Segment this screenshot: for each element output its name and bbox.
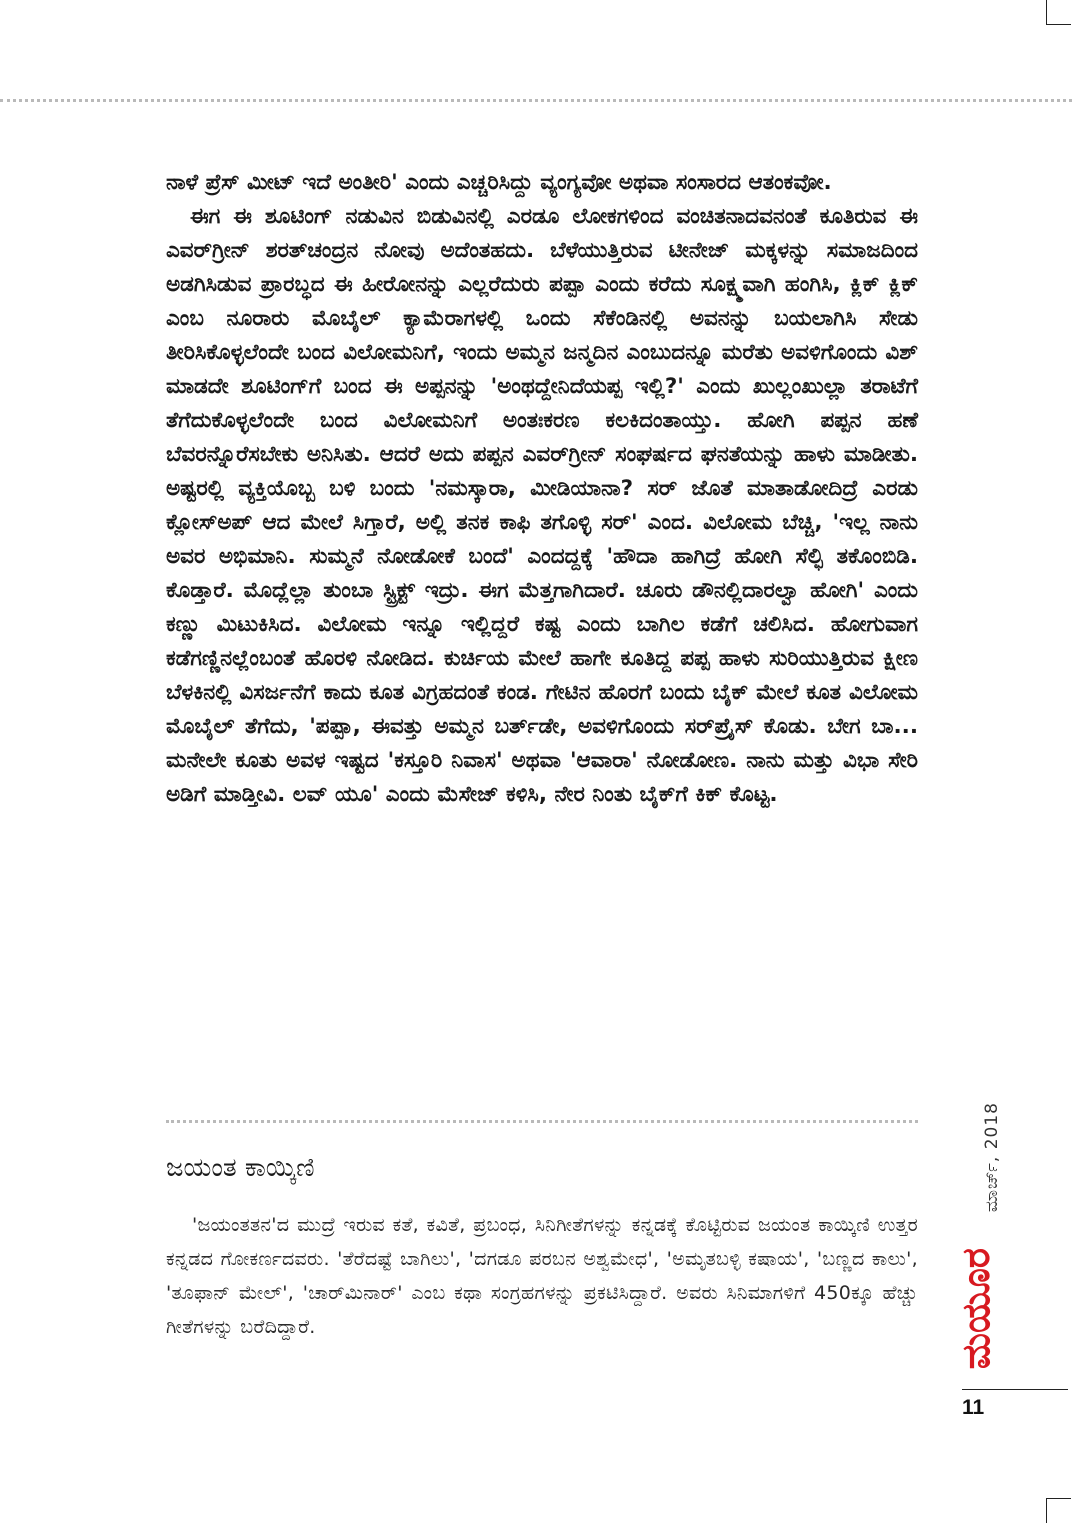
author-section-divider [166, 1120, 918, 1123]
story-body [166, 166, 918, 812]
author-name-heading: ಜಯಂತ ಕಾಯ್ಕಿಣಿ [166, 1153, 315, 1183]
crop-mark-top-right [1046, 0, 1071, 25]
top-dotted-divider [0, 99, 1072, 102]
magazine-sidebar [930, 1098, 1010, 1383]
magazine-logo: ಮಯೂರ [954, 1248, 998, 1370]
author-bio: 'ಜಯಂತತನ'ದ ಮುದ್ರೆ ಇರುವ ಕತೆ, ಕವಿತೆ, ಪ್ರಬಂಧ, ಸಿನಿಗೀತೆಗಳನ್ನು ಕನ್ನಡಕ್ಕೆ ಕೊಟ್ಟಿರುವ ಜಯಂತ ಕಾಯ್ಕಿಣಿ ಉತ್ತರ ಕನ್ನಡದ ಗೋಕರ್ಣದವರು. 'ತೆರೆದಷ್ಟೆ ಬಾಗಿಲು', 'ದಗಡೂ ಪರಬನ ಅಶ್ವಮೇಧ', 'ಅಮೃತಬಳ್ಳಿ ಕಷಾಯ', 'ಬಣ್ಣದ ಕಾಲು', 'ತೂಫಾನ್ ಮೇಲ್', 'ಚಾರ್‌ಮಿನಾರ್' ಎಂಬ ಕಥಾ ಸಂಗ್ರಹಗಳನ್ನು ಪ್ರಕಟಿಸಿದ್ದಾರೆ. ಅವರು ಸಿನಿಮಾಗಳಿಗೆ 450ಕ್ಕೂ ಹೆಚ್ಚು ಗೀತೆಗಳನ್ನು ಬರೆದಿದ್ದಾರೆ. [166, 1214, 918, 1338]
issue-date: ಮಾರ್ಚ್, 2018 [982, 1102, 1002, 1213]
page-number-rule [962, 1389, 1068, 1390]
page-number: 11 [962, 1396, 985, 1419]
crop-mark-bottom-right [1046, 1498, 1071, 1523]
story-paragraph: ಈಗ ಈ ಶೂಟಿಂಗ್ ನಡುವಿನ ಬಿಡುವಿನಲ್ಲಿ ಎರಡೂ ಲೋಕಗಳಿಂದ ವಂಚಿತನಾದವನಂತೆ ಕೂತಿರುವ ಈ ಎವರ್‌ಗ್ರೀನ್ ಶರತ್‌ಚಂದ್ರನ ನೋವು ಅದೆಂತಹದು. ಬೆಳೆಯುತ್ತಿರುವ ಟೀನೇಜ್ ಮಕ್ಕಳನ್ನು ಸಮಾಜದಿಂದ ಅಡಗಿಸಿಡುವ ಪ್ರಾರಬ್ಧದ ಈ ಹೀರೋನನ್ನು ಎಲ್ಲರೆದುರು ಪಪ್ಪಾ ಎಂದು ಕರೆದು ಸೂಕ್ಷ್ಮವಾಗಿ ಹಂಗಿಸಿ, ಕ್ಲಿಕ್ ಕ್ಲಿಕ್ ಎಂಬ ನೂರಾರು ಮೊಬೈಲ್ ಕ್ಯಾಮೆರಾಗಳಲ್ಲಿ ಒಂದು ಸೆಕೆಂಡಿನಲ್ಲಿ ಅವನನ್ನು ಬಯಲಾಗಿಸಿ ಸೇಡು ತೀರಿಸಿಕೊಳ್ಳಲೆಂದೇ ಬಂದ ವಿಲೋಮನಿಗೆ, ಇಂದು ಅಮ್ಮನ ಜನ್ಮದಿನ ಎಂಬುದನ್ನೂ ಮರೆತು ಅವಳಿಗೊಂದು ವಿಶ್ ಮಾಡದೇ ಶೂಟಿಂಗ್‌ಗೆ ಬಂದ ಈ ಅಪ್ಪನನ್ನು 'ಅಂಥದ್ದೇನಿದೆಯಪ್ಪ ಇಲ್ಲಿ?' ಎಂದು ಖುಲ್ಲಂಖುಲ್ಲಾ ತರಾಟೆಗೆ ತೆಗೆದುಕೊಳ್ಳಲೆಂದೇ ಬಂದ ವಿಲೋಮನಿಗೆ ಅಂತಃಕರಣ ಕಲಕಿದಂತಾಯ್ತು. ಹೋಗಿ ಪಪ್ಪನ ಹಣೆ ಬೆವರನ್ನೊರೆಸಬೇಕು ಅನಿಸಿತು. ಆದರೆ ಅದು ಪಪ್ಪನ ಎವರ್‌ಗ್ರೀನ್ ಸಂಘರ್ಷದ ಘನತೆಯನ್ನು ಹಾಳು ಮಾಡೀತು. ಅಷ್ಟರಲ್ಲಿ ವ್ಯಕ್ತಿಯೊಬ್ಬ ಬಳಿ ಬಂದು 'ನಮಸ್ಕಾರಾ, ಮೀಡಿಯಾನಾ? ಸರ್ ಜೊತೆ ಮಾತಾಡೋದಿದ್ರೆ ಎರಡು ಕ್ಲೋಸ್‌ಅಪ್ ಆದ ಮೇಲೆ ಸಿಗ್ತಾರೆ, ಅಲ್ಲಿ ತನಕ ಕಾಫಿ ತಗೊಳ್ಳಿ ಸರ್' ಎಂದ. ವಿಲೋಮ ಬೆಚ್ಚಿ, 'ಇಲ್ಲ ನಾನು ಅವರ ಅಭಿಮಾನಿ. ಸುಮ್ಮನೆ ನೋಡೋಕೆ ಬಂದೆ' ಎಂದದ್ದಕ್ಕೆ 'ಹೌದಾ ಹಾಗಿದ್ರೆ ಹೋಗಿ ಸೆಲ್ಫಿ ತಕೊಂಬಿಡಿ. ಕೊಡ್ತಾರೆ. ಮೊದ್ಲೆಲ್ಲಾ ತುಂಬಾ ಸ್ಟ್ರಿಕ್ಟ್ ಇದ್ರು. ಈಗ ಮೆತ್ತಗಾಗಿದಾರೆ. ಚೂರು ಡೌನಲ್ಲಿದಾರಲ್ವಾ ಹೋಗಿ' ಎಂದು ಕಣ್ಣು ಮಿಟುಕಿಸಿದ. ವಿಲೋಮ ಇನ್ನೂ ಇಲ್ಲಿದ್ದರೆ ಕಷ್ಟ ಎಂದು ಬಾಗಿಲ ಕಡೆಗೆ ಚಲಿಸಿದ. ಹೋಗುವಾಗ ಕಡೆಗಣ್ಣಿನಲ್ಲೆಂಬಂತೆ ಹೊರಳಿ ನೋಡಿದ. ಕುರ್ಚಿಯ ಮೇಲೆ ಹಾಗೇ ಕೂತಿದ್ದ ಪಪ್ಪ ಹಾಳು ಸುರಿಯುತ್ತಿರುವ ಕ್ಷೀಣ ಬೆಳಕಿನಲ್ಲಿ ವಿಸರ್ಜನೆಗೆ ಕಾದು ಕೂತ ವಿಗ್ರಹದಂತೆ ಕಂಡ. ಗೇಟಿನ ಹೊರಗೆ ಬಂದು ಬೈಕ್ ಮೇಲೆ ಕೂತ ವಿಲೋಮ ಮೊಬೈಲ್ ತೆಗೆದು, 'ಪಪ್ಪಾ, ಈವತ್ತು ಅಮ್ಮನ ಬರ್ತ್‌ಡೇ, ಅವಳಿಗೊಂದು ಸರ್‌ಪ್ರೈಸ್ ಕೊಡು. ಬೇಗ ಬಾ... ಮನೇಲೇ ಕೂತು ಅವಳ ಇಷ್ಟದ 'ಕಸ್ತೂರಿ ನಿವಾಸ' ಅಥವಾ 'ಆವಾರಾ' ನೋಡೋಣ. ನಾನು ಮತ್ತು ವಿಭಾ ಸೇರಿ ಅಡಿಗೆ ಮಾಡ್ತೀವಿ. ಲವ್ ಯೂ' ಎಂದು ಮೆಸೇಜ್ ಕಳಿಸಿ, ನೇರ ನಿಂತು ಬೈಕ್‌ಗೆ ಕಿಕ್ ಕೊಟ್ಟ. [166, 204, 919, 807]
story-paragraph: ನಾಳೆ ಪ್ರೆಸ್ ಮೀಟ್ ಇದೆ ಅಂತೀರಿ' ಎಂದು ಎಚ್ಚರಿಸಿದ್ದು ವ್ಯಂಗ್ಯವೋ ಅಥವಾ ಸಂಸಾರದ ಆತಂಕವೋ. [166, 170, 832, 195]
